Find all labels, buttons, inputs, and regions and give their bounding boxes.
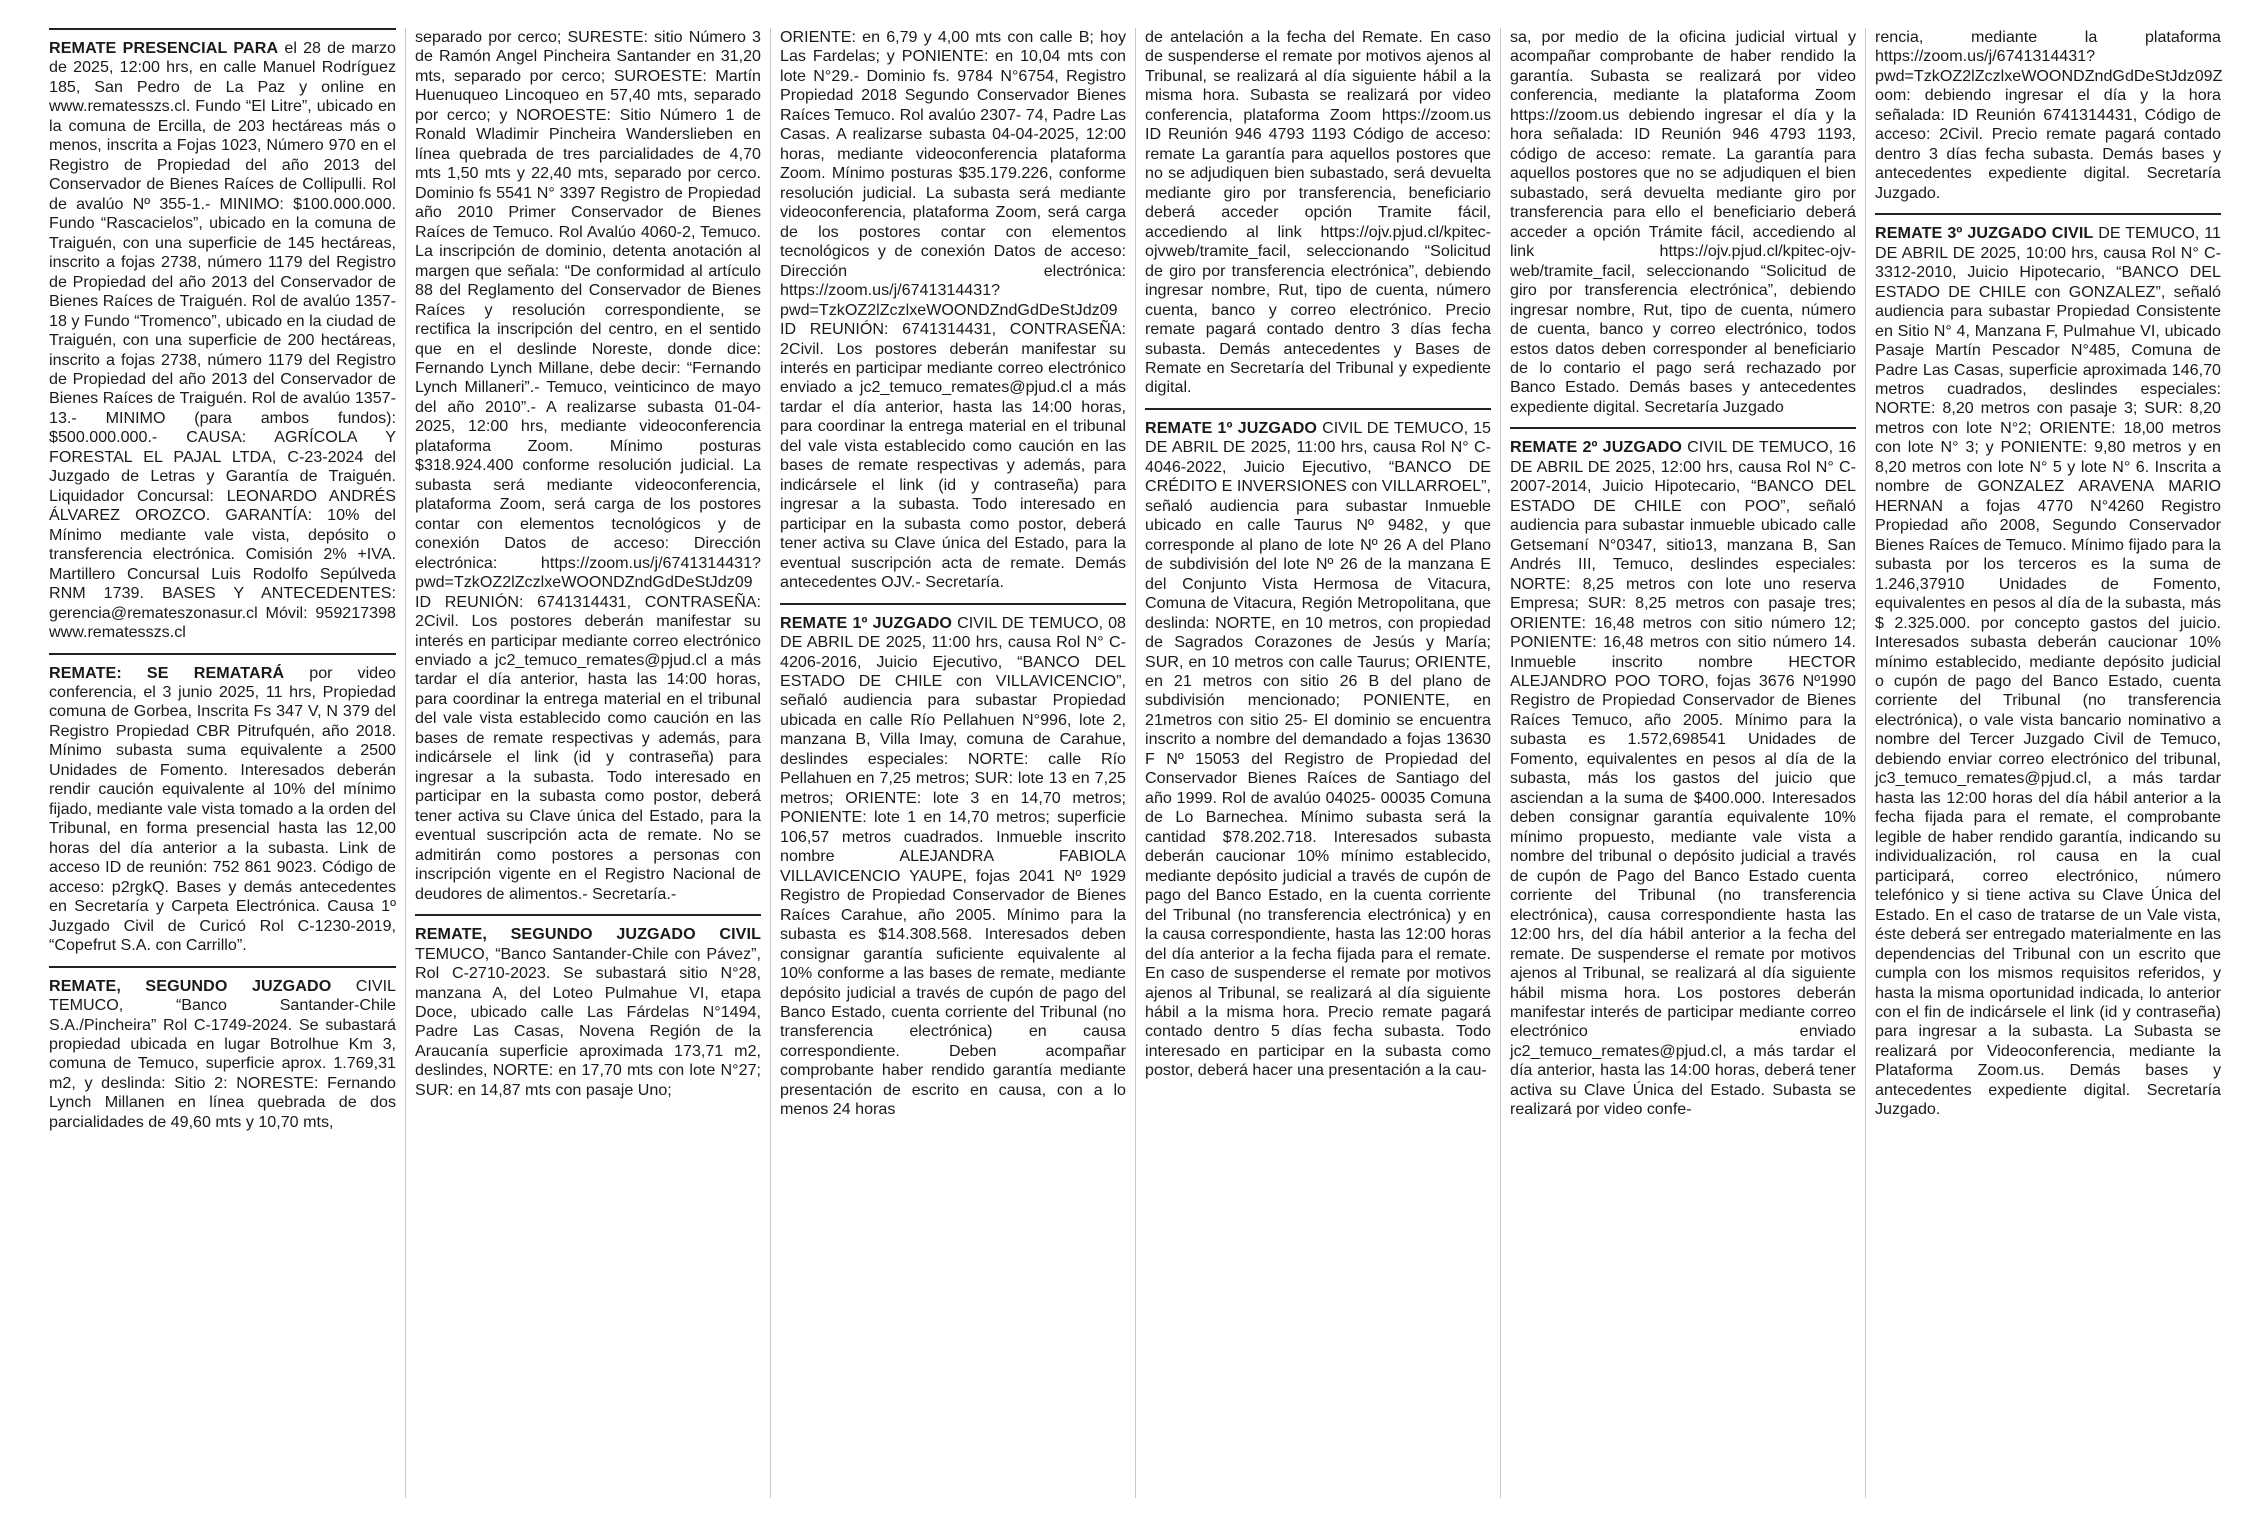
notice-divider — [780, 603, 1126, 605]
legal-notice — [1875, 224, 2221, 1120]
legal-notice — [1145, 28, 1491, 398]
notice-body: TEMUCO, “Banco Santander-Chile con Pávez”, Rol C-2710-2023. Se subastará sitio N°28, manzana A, del Loteo Pulmahue VI, etapa Doce, ubicado calle Las Fárdelas N°1494, Padre Las Casas, Novena Región de la Araucanía superficie aproximada 173,71 m2, deslindes, NORTE: en 17,70 mts con lote N°27; SUR: en 14,87 mts con pasaje Uno; — [415, 944, 761, 1099]
notice-divider — [49, 966, 396, 968]
notice-heading: REMATE: SE REMATARÁ — [49, 663, 285, 682]
notice-heading: REMATE, SEGUNDO JUZGADO — [49, 976, 332, 995]
legal-notice — [49, 977, 396, 1133]
notice-body: CIVIL DE TEMUCO, 08 DE ABRIL DE 2025, 11:00 hrs, causa Rol N° C-4206-2016, Juicio Ejecutivo, “BANCO DEL ESTADO DE CHILE con VILLAVICENCIO”, señaló audiencia para subastar Propiedad ubicada en calle Río Pellahuen N°996, lote 2, manzana B, Villa Imay, comuna de Carahue, deslindes especiales: NORTE: calle Río Pellahuen en 7,25 metros; SUR: lote 13 en 7,25 metros; ORIENTE: lote 3 en 14,70 metros; PONIENTE: lote 1 en 14,70 metros; superficie 106,57 metros cuadrados. Inmueble inscrito nombre ALEJANDRA FABIOLA VILLAVICENCIO YAUPE, fojas 2041 Nº 1929 Registro de Propiedad Conservador de Bienes Raíces Carahue, año 2005. Mínimo para la subasta es $14.308.568. Interesados deben consignar garantía suficiente equivalente al 10% conforme a las bases de remate, mediante depósito judicial a través de cupón de pago del Banco Estado, cuenta corriente del Tribunal (no transferencia electrónica) en causa correspondiente. Deben acompañar comprobante haber rendido garantía mediante presentación de escrito en causa, con a lo menos 24 horas — [780, 613, 1126, 1119]
legal-notice — [1510, 438, 1856, 1119]
legal-notice — [1145, 419, 1491, 1081]
notice-divider — [49, 28, 396, 30]
notice-heading: REMATE 2º JUZGADO — [1510, 438, 1683, 457]
notice-body: DE TEMUCO, 11 DE ABRIL DE 2025, 10:00 hrs, causa Rol N° C-3312-2010, Juicio Hipotecario, “BANCO DEL ESTADO DE CHILE con GONZALEZ”, señaló audiencia para subastar Propiedad Consistente en Sitio N° 4, Manzana F, Pulmahue VI, ubicado Pasaje Martín Pescador N°485, Comuna de Padre Las Casas, superficie aproximada 146,70 metros cuadrados, deslindes especiales: NORTE: 8,20 metros con pasaje 3; SUR: 8,20 metros con lote N°2; ORIENTE: 18,00 metros con lote N° 3; y PONIENTE: 9,80 metros y en 8,20 metros con lote N° 5 y lote N° 6. Inscrita a nombre de GONZALEZ ARAVENA MARIO HERNAN a fojas 4770 N°4260 Registro Propiedad año 2008, Segundo Conservador Bienes Raíces de Temuco. Mínimo fijado para la subasta por los terceros es la suma de 1.246,37910 Unidades de Fomento, equivalentes en pesos al día de la subasta, más $ 2.325.000. por concepto gastos del juicio. Interesados subasta deberán caucionar 10% mínimo establecido, mediante depósito judicial o cupón de pago del Banco Estado, cuenta corriente del Tribunal (no transferencia electrónica), o vale vista bancario nominativo a nombre del Tercer Juzgado Civil de Temuco, debiendo enviar correo electrónico del tribunal, jc3_temuco_remates@pjud.cl, a más tardar hasta las 12:00 horas del día hábil anterior a la fecha fijada para el remate, el comprobante legible de haber rendido garantía, indicando su individualización, rol causa en la cual participará, correo electrónico, número telefónico y si tiene activa su Clave Única del Estado. En el caso de tratarse de un Vale vista, éste deberá ser entregado materialmente en las dependencias del Tribunal con un escrito que cumpla con los mismos requisitos referidos, y hasta la misma oportunidad indicada, lo anterior con el fin de indicársele el link (id y contraseña) para ingresar a la subasta. La Subasta se realizará por Videoconferencia, mediante la Plataforma Zoom.us. Demás bases y antecedentes expediente digital. Secretaría Juzgado. — [1875, 224, 2221, 1119]
notice-column — [770, 28, 1135, 1498]
notice-body: CIVIL DE TEMUCO, 15 DE ABRIL DE 2025, 11:00 hrs, causa Rol N° C-4046-2022, Juicio Ejecutivo, “BANCO DE CRÉDITO E INVERSIONES con VILLARROEL”, señaló audiencia para subastar Inmueble ubicado en calle Taurus Nº 9482, y que corresponde al plano de lote Nº 26 A del Plano de subdivisión del lote Nº 26 de la manzana E del Conjunto Vista Hermosa de Vitacura, Comuna de Vitacura, Región Metropolitana, que deslinda: NORTE, en 10 metros, con propiedad de Sagrados Corazones de Jesús y María; SUR, en 10 metros con calle Taurus; ORIENTE, en 21 metros con sitio 26 B del plano de subdivisión mencionado; PONIENTE, en 21metros con sitio 25- El dominio se encuentra inscrito a nombre del demandado a fojas 13630 F Nº 15053 del Registro de Propiedad del Conservador Bienes Raíces de Santiago del año 1999. Rol de avalúo 04025- 00035 Comuna de Lo Barnechea. Mínimo subasta será la cantidad $78.202.718. Interesados subasta deberán caucionar 10% mínimo establecido, mediante depósito judicial a través de cupón de pago del Banco Estado, en la cuenta corriente del Tribunal (no transferencia electrónica) y en la causa correspondiente, hasta las 12:00 horas del día anterior a la fecha fijada para el remate. En caso de suspenderse el remate por motivos ajenos al Tribunal, se realizará al día siguiente hábil a la misma hora. Precio remate pagará contado dentro 5 días fecha subasta. Todo interesado en participar en la subasta como postor, deberá hacer una presentación a la cau- — [1145, 418, 1491, 1080]
legal-notice — [780, 28, 1126, 593]
notice-body: separado por cerco; SURESTE: sitio Número 3 de Ramón Angel Pincheira Santander en 31,20 mts, separado por cerco; SUROESTE: Martín Huenuqueo Lincoqueo en 57,40 mts, separado por cerco; y NOROESTE: Sitio Número 1 de Ronald Wladimir Pincheira Wanderslieben en línea quebrada de tres parcialidades de 4,70 mts 1,50 mts y 22,40 mts, separado por cerco. Dominio fs 5541 N° 3397 Registro de Propiedad año 2010 Primer Conservador de Bienes Raíces de Temuco. Rol Avalúo 4060-2, Temuco. La inscripción de dominio, detenta anotación al margen que señala: “De conformidad al artículo 88 del Reglamento del Conservador de Bienes Raíces y resolución correspondiente, se rectifica la inscripción del centro, en el sentido que en el deslinde Noreste, donde dice: Fernando Lynch Millane, debe decir: “Fernando Lynch Millaneri”.- Temuco, veinticinco de mayo del año 2010”.- A realizarse subasta 01-04-2025, 12:00 hrs, mediante videoconferencia plataforma Zoom. Mínimo posturas $318.924.400 conforme resolución judicial. La subasta será mediante videoconferencia, plataforma Zoom, será carga de los postores contar con elementos tecnológicos y de conexión Datos de acceso: Dirección electrónica: https://zoom.us/j/6741314431?pwd=TzkOZ2lZczlxeWOONDZndGdDeStJdz09 ID REUNIÓN: 6741314431, CONTRASEÑA: 2Civil. Los postores deberán manifestar su interés en participar mediante correo electrónico enviado a jc2_temuco_remates@pjud.cl a más tardar el día anterior, hasta las 14:00 horas, para coordinar la entrega material en el tribunal del vale vista establecido como caución en las bases de remate respectivas y además, para indicársele el link (id y contraseña) para ingresar a la subasta. Todo interesado en participar en la subasta como postor, deberá tener activa su Clave única del Estado, para la eventual suscripción acta de remate. No se admitirán como postores a personas con inscripción vigente en el Registro Nacional de deudores de alimentos.- Secretaría.- — [415, 28, 761, 903]
notice-body: rencia, mediante la plataforma https://zoom.us/j/6741314431?pwd=TzkOZ2lZczlxeWOONDZndGdDeStJdz09Z oom: debiendo ingresar el día y la hora señalada: ID Reunión 6741314431, Código de acceso: 2Civil. Precio remate pagará contado dentro 3 días fecha subasta. Demás bases y antecedentes expediente digital. Secretaría Juzgado. — [1875, 28, 2223, 202]
notice-body: de antelación a la fecha del Remate. En caso de suspenderse el remate por motivos ajenos al Tribunal, se realizará al día siguiente hábil a la misma hora. Subasta se realizará por video conferencia, plataforma Zoom https://zoom.us ID Reunión 946 4793 1193 Código de acceso: remate La garantía para aquellos postores que no se adjudiquen bien subastado, será devuelta mediante giro por transferencia, beneficiario deberá acceder opción Tramite fácil, accediendo al link https://ojv.pjud.cl/kpitec-ojvweb/tramite_facil, seleccionando “Solicitud de giro por transferencia electrónica”, debiendo ingresar nombre, Rut, tipo de cuenta, número cuenta, banco y correo electrónico. Precio remate pagará contado dentro 3 días fecha subasta. Demás antecedentes y Bases de Remate en Secretaría del Tribunal y expediente digital. — [1145, 28, 1491, 397]
legal-notice — [49, 664, 396, 956]
legal-notice — [1510, 28, 1856, 417]
legal-notice — [49, 39, 396, 643]
notice-heading: REMATE, SEGUNDO JUZGADO CIVIL — [415, 925, 761, 944]
legal-notice — [415, 28, 761, 904]
notice-column — [1135, 28, 1500, 1498]
legal-notice — [780, 614, 1126, 1120]
notice-heading: REMATE 3º JUZGADO CIVIL — [1875, 224, 2094, 243]
notice-column — [40, 28, 405, 1498]
notice-column — [1500, 28, 1865, 1498]
notice-column — [1865, 28, 2230, 1498]
notice-body: por video conferencia, el 3 junio 2025, 11 hrs, Propiedad comuna de Gorbea, Inscrita Fs 347 V, N 379 del Registro Propiedad CBR Pitrufquén, año 2018. Mínimo subasta suma equivalente a 2500 Unidades de Fomento. Interesados deberán rendir caución equivalente al 10% del mínimo fijado, mediante vale vista tomado a la orden del Tribunal, en forma presencial hasta las 12,00 horas del día anterior a la subasta. Link de acceso ID de reunión: 752 861 9023. Código de acceso: p2rgkQ. Bases y demás antecedentes en Secretaría y Carpeta Electrónica. Causa 1º Juzgado Civil de Curicó Rol C-1230-2019, “Copefrut S.A. con Carrillo”. — [49, 663, 396, 955]
notice-body: el 28 de marzo de 2025, 12:00 hrs, en calle Manuel Rodríguez 185, San Pedro de La Paz y online en www.rematesszs.cl. Fundo “El Litre”, ubicado en la comuna de Ercilla, de 203 hectáreas más o menos, inscrita a Fojas 1023, Número 970 en el Registro de Propiedad del año 2013 del Conservador de Bienes Raíces de Collipulli. Rol de avalúo Nº 355-1.- MINIMO: $100.000.000. Fundo “Rascacielos”, ubicado en la comuna de Traiguén, con una superficie de 145 hectáreas, inscrito a fojas 2738, número 1179 del Registro de Propiedad del año 2013 del Conservador de Bienes Raíces de Traiguén. Rol de avalúo 1357-18 y Fundo “Tromenco”, ubicado en la ciudad de Traiguén, con una superficie de 200 hectáreas, inscrito a fojas 2738, número 1179 del Registro de Propiedad del año 2013 del Conservador de Bienes Raíces de Traiguén. Rol de avalúo 1357-13.- MINIMO (para ambos fundos): $500.000.000.- CAUSA: AGRÍCOLA Y FORESTAL EL PAJAL LTDA, C-23-2024 del Juzgado de Letras y Garantía de Traiguén. Liquidador Concursal: LEONARDO ANDRÉS ÁLVAREZ OROZCO. GARANTÍA: 10% del Mínimo mediante vale vista, depósito o transferencia electrónica. Comisión 2% +IVA. Martillero Concursal Luis Rodolfo Sepúlveda RNM 1739. BASES Y ANTECEDENTES: gerencia@remateszonasur.cl Móvil: 959217398 www.rematesszs.cl — [49, 39, 396, 642]
notice-divider — [49, 653, 396, 655]
newspaper-page — [40, 28, 2230, 1498]
notice-body: CIVIL DE TEMUCO, 16 DE ABRIL DE 2025, 12:00 hrs, causa Rol N° C-2007-2014, Juicio Hipotecario, “BANCO DEL ESTADO DE CHILE con POO”, señaló audiencia para subastar inmueble ubicado calle Getsemaní N°0347, sitio13, manzana B, San Andrés III, Temuco, deslindes especiales: NORTE: 8,25 metros con lote uno reserva Empresa; SUR: 8,25 metros con pasaje tres; ORIENTE: 16,48 metros con sitio número 12; PONIENTE: 16,48 metros con sitio número 14. Inmueble inscrito nombre HECTOR ALEJANDRO POO TORO, fojas 3676 Nº1990 Registro de Propiedad Conservador de Bienes Raíces Temuco, año 2005. Mínimo para la subasta es 1.572,698541 Unidades de Fomento, equivalentes en pesos al día de la subasta, más los gastos del juicio que asciendan a la suma de $400.000. Interesados deben consignar garantía equivalente 10% mínimo propuesto, mediante vale vista a nombre del tribunal o depósito judicial a través de cupón de Pago del Banco Estado cuenta corriente del Tribunal (no transferencia electrónica), causa correspondiente hasta las 12:00 hrs, del día hábil anterior a la fecha del remate. De suspenderse el remate por motivos ajenos al Tribunal, se realizará al día siguiente hábil misma hora. Los postores deberán manifestar interés de participar mediante correo electrónico enviado jc2_temuco_remates@pjud.cl, a más tardar el día anterior, hasta las 14:00 horas, deberá tener activa su Clave Única del Estado. Subasta se realizará por video confe- — [1510, 438, 1856, 1119]
notice-heading: REMATE 1º JUZGADO — [1145, 418, 1318, 437]
notice-body: sa, por medio de la oficina judicial virtual y acompañar comprobante de haber rendido la garantía. Subasta se realizará por video conferencia, mediante la plataforma Zoom https://zoom.us debiendo ingresar el día y la hora señalada: ID Reunión 946 4793 1193, código de acceso: remate. La garantía para aquellos postores que no se adjudiquen el bien subastado, será devuelta mediante giro por transferencia para ello el beneficiario deberá acceder a opción Trámite fácil, accediendo al link https://ojv.pjud.cl/kpitec-ojv-web/tramite_facil, seleccionando “Solicitud de giro por transferencia electrónica”, debiendo ingresar nombre, Rut, tipo de cuenta, número de cuenta, banco y correo electrónico, todos estos datos deben corresponder al beneficiario de lo contario el pago será rechazado por Banco Estado. Demás bases y antecedentes expediente digital. Secretaría Juzgado — [1510, 28, 1856, 416]
notice-divider — [1510, 427, 1856, 429]
notice-heading: REMATE 1º JUZGADO — [780, 613, 953, 632]
notice-heading: REMATE PRESENCIAL PARA — [49, 39, 279, 57]
legal-notice — [1875, 28, 2221, 203]
legal-notice — [415, 925, 761, 1100]
notice-divider — [415, 914, 761, 916]
notice-body: CIVIL TEMUCO, “Banco Santander-Chile S.A./Pincheira” Rol C-1749-2024. Se subastará propiedad ubicada en lugar Botrolhue Km 3, comuna de Temuco, superficie aprox. 1.769,31 m2, y deslinda: Sitio 2: NORESTE: Fernando Lynch Millanen en línea quebrada de dos parcialidades de 49,60 mts y 10,70 mts, — [49, 976, 396, 1131]
notice-divider — [1875, 213, 2221, 215]
notice-divider — [1145, 408, 1491, 410]
notice-column — [405, 28, 770, 1498]
notice-body: ORIENTE: en 6,79 y 4,00 mts con calle B; hoy Las Fardelas; y PONIENTE: en 10,04 mts con lote N°29.- Dominio fs. 9784 N°6754, Registro Propiedad 2018 Segundo Conservador Bienes Raíces Temuco. Rol avalúo 2307- 74, Padre Las Casas. A realizarse subasta 04-04-2025, 12:00 horas, mediante videoconferencia plataforma Zoom. Mínimo posturas $35.179.226, conforme resolución judicial. La subasta será mediante videoconferencia, plataforma Zoom, será carga de los postores contar con elementos tecnológicos y de conexión Datos de acceso: Dirección electrónica: https://zoom.us/j/6741314431?pwd=TzkOZ2lZczlxeWOONDZndGdDeStJdz09 ID REUNIÓN: 6741314431, CONTRASEÑA: 2Civil. Los postores deberán manifestar su interés en participar mediante correo electrónico enviado a jc2_temuco_remates@pjud.cl a más tardar el día anterior, hasta las 14:00 horas, para coordinar la entrega material en el tribunal del vale vista establecido como caución en las bases de remate respectivas y además, para indicársele el link (id y contraseña) para ingresar a la subasta. Todo interesado en participar en la subasta como postor, deberá tener activa su Clave única del Estado, para la eventual suscripción acta de remate. Demás antecedentes OJV.- Secretaría. — [780, 28, 1126, 592]
